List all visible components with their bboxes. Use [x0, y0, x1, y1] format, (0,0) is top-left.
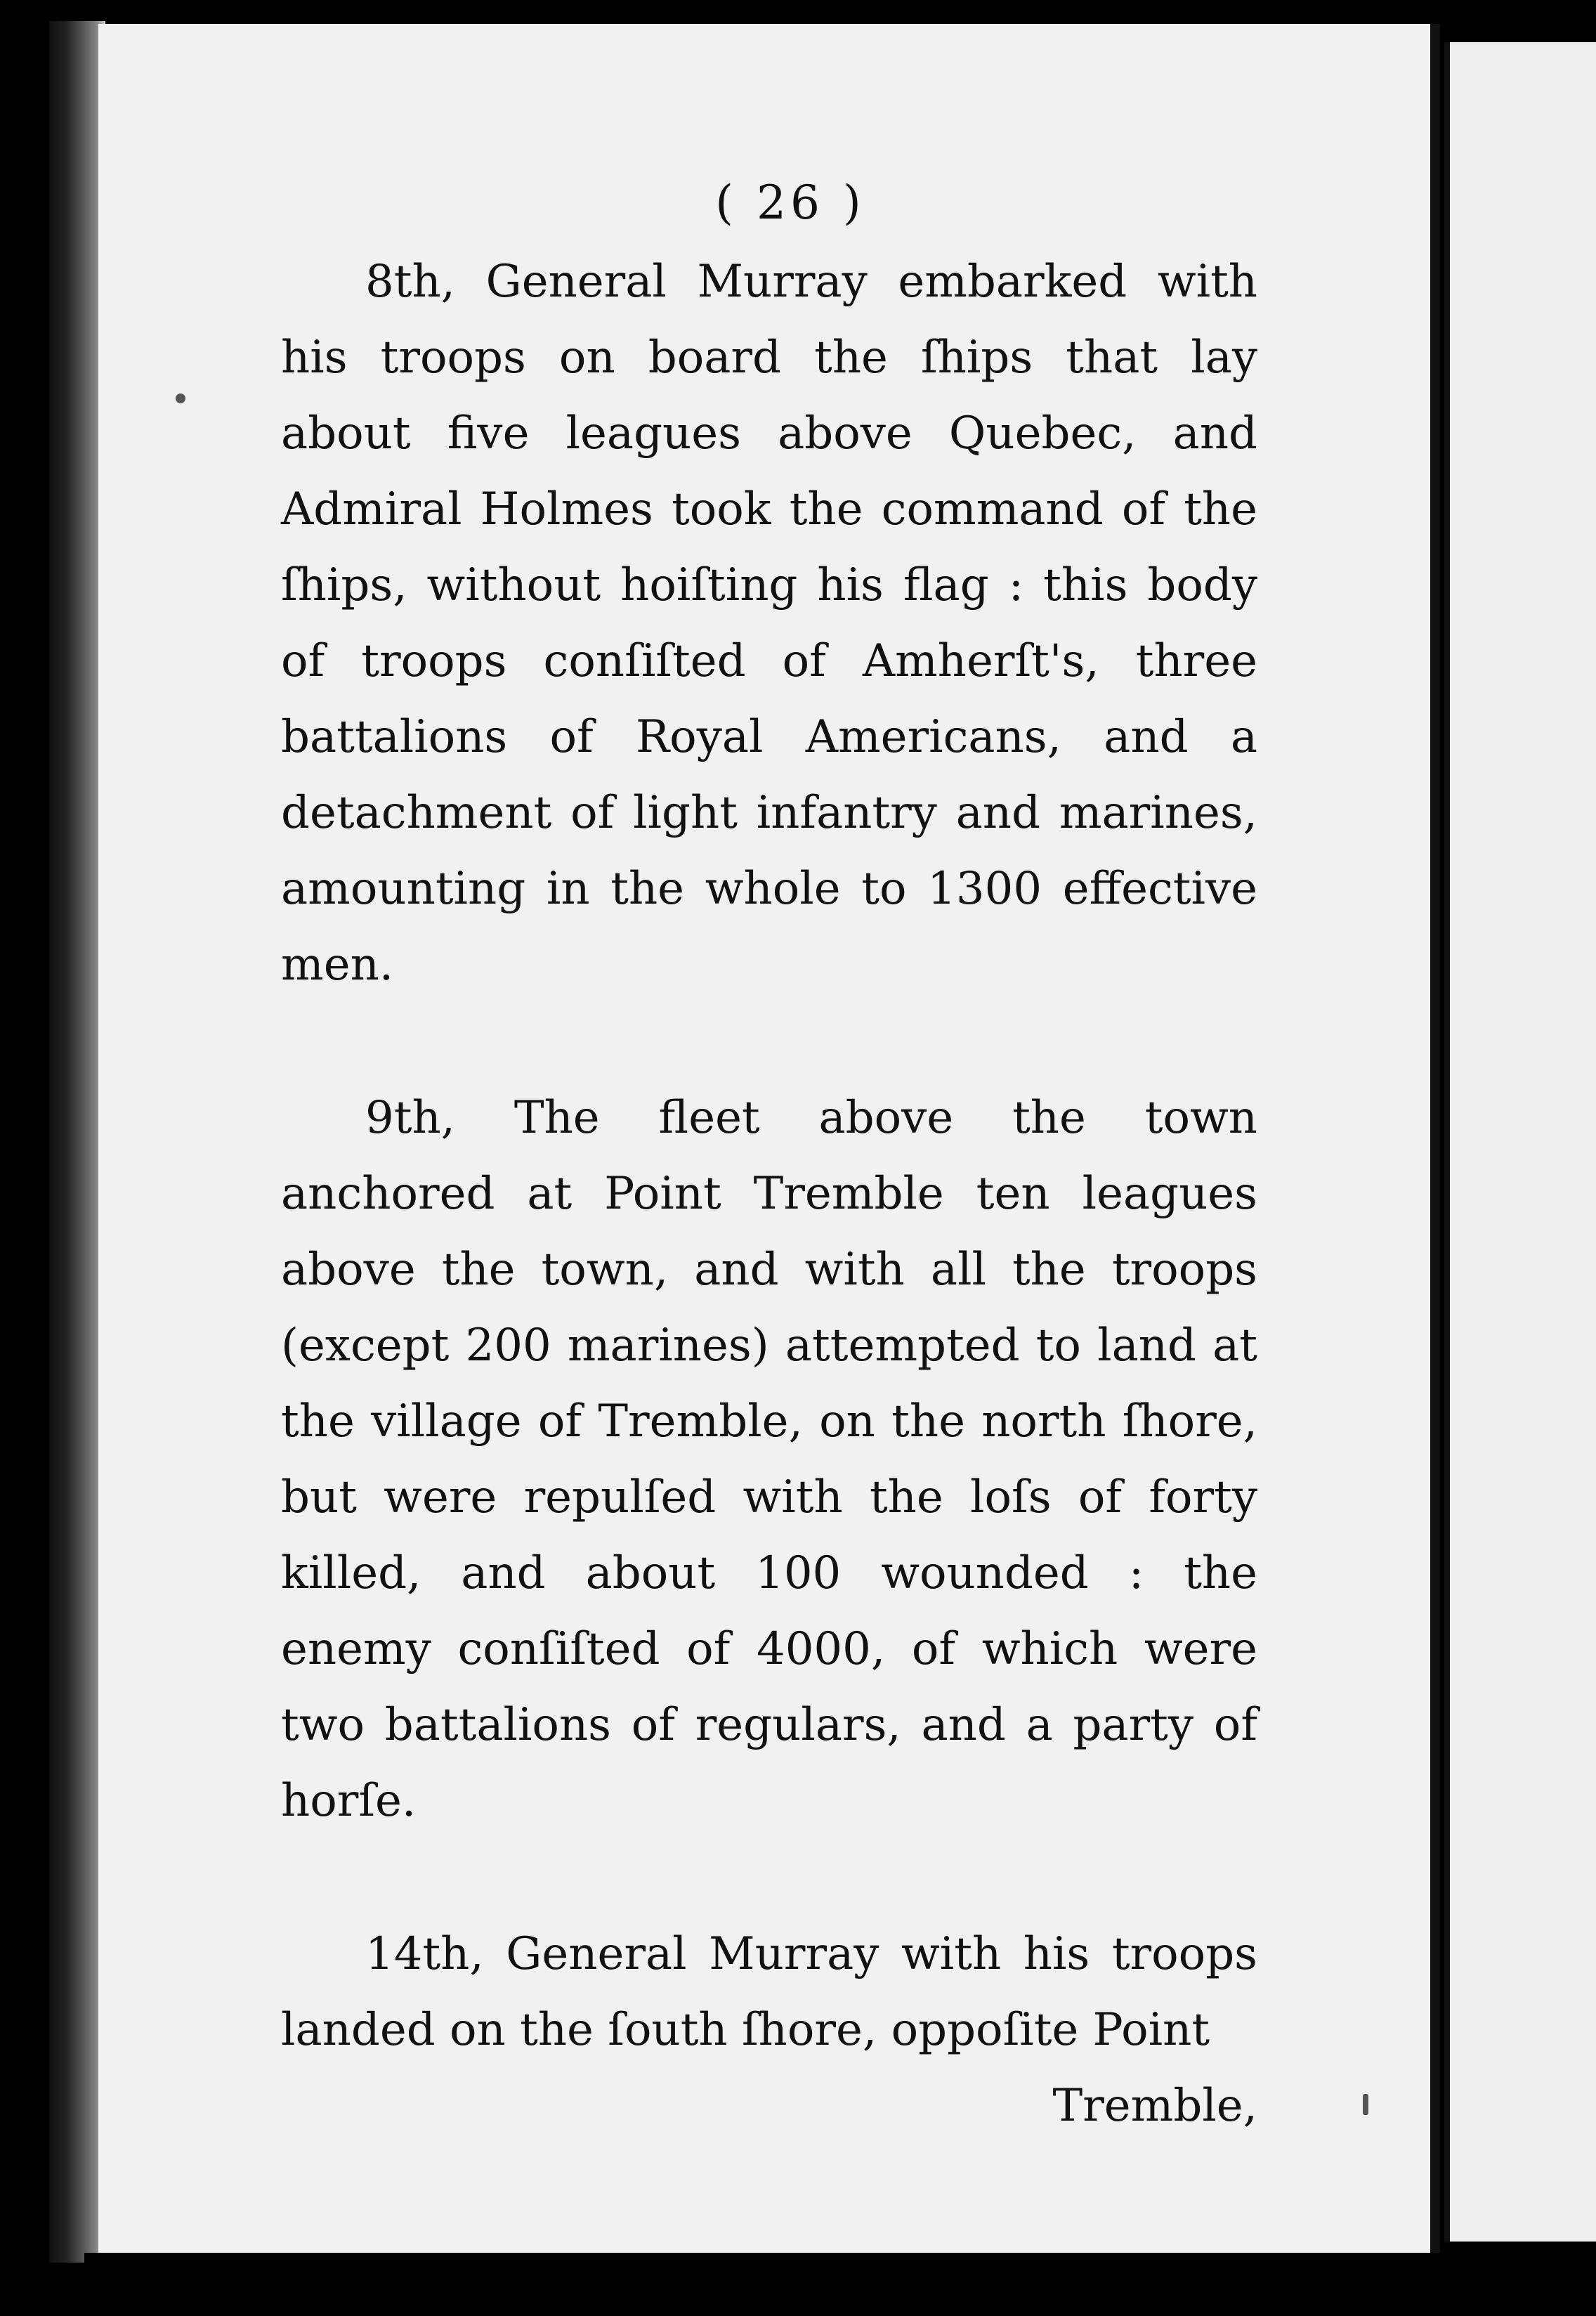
right-page-edge: [1444, 42, 1596, 2242]
paragraph-8th: 8th, General Murray embarked with his troops on board the ſhips that lay about five leagues above Quebec, and Admiral Holmes took the command of the ſhips, without hoiſting his flag : this body of troops conſiſted of Amherſt's, three battalions of Royal Americans, and a detachment of light infantry and marines, amounting in the whole to 1300 effective men.: [281, 256, 1257, 991]
ink-speck: [176, 393, 185, 403]
page-number: ( 26 ): [715, 176, 865, 230]
ink-speck: [1363, 2094, 1368, 2115]
text-block: [281, 176, 1257, 2144]
paragraph-9th: 9th, The fleet above the town anchored at Point Tremble ten leagues above the town, and with all the troops (except 200 marines) attempted to land at the village of Tremble, on the north ſhore, but were repulſed with the loſs of forty killed, and about 100 wounded : the enemy conſiſted of 4000, of which were two battalions of regulars, and a party of horſe.: [281, 1092, 1257, 1827]
paragraph-14th: 14th, General Murray with his troops landed on the ſouth ſhore, oppoſite Point: [281, 1928, 1257, 2056]
bottom-edge: [84, 2253, 1596, 2316]
catchword: Tremble,: [1052, 2080, 1257, 2132]
book-gutter: [49, 21, 105, 2263]
